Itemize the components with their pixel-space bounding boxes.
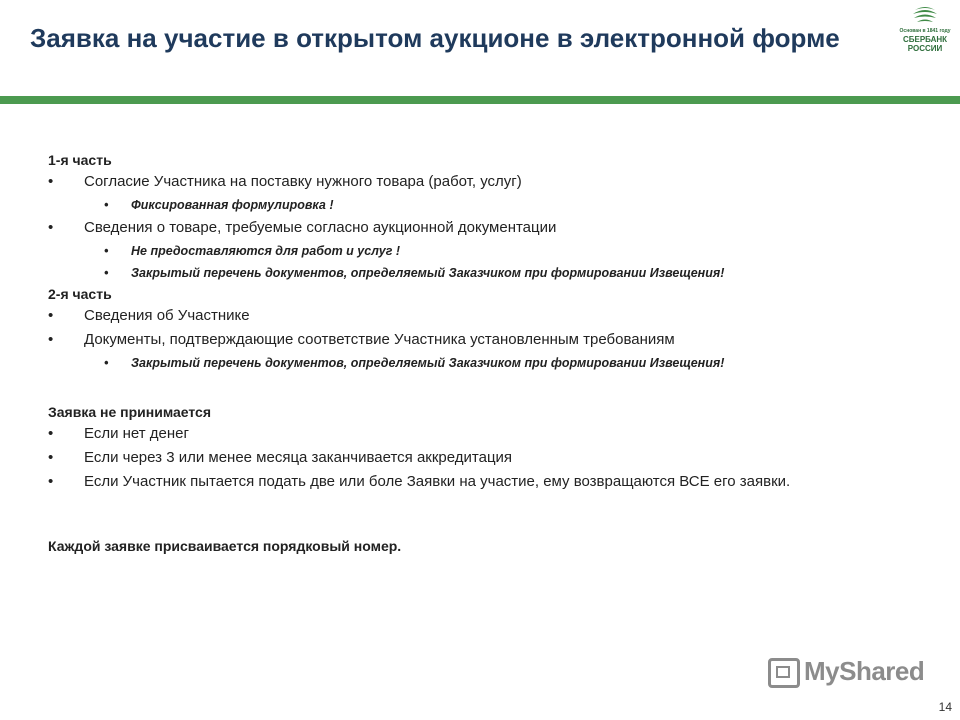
footer-note: Каждой заявке присваивается порядковый номер.	[48, 538, 402, 554]
list-item	[48, 422, 928, 446]
list-item-text: Если через 3 или менее месяца заканчивается аккредитация	[84, 449, 513, 466]
bullet-icon: •	[48, 449, 54, 466]
sub-list-item-text: Не предоставляются для работ и услуг !	[131, 244, 401, 258]
list-item	[48, 470, 928, 494]
bullet-icon: •	[48, 473, 54, 490]
list-item	[48, 328, 928, 352]
spacer	[48, 374, 928, 402]
sub-list-item	[48, 240, 928, 262]
bullet-icon: •	[104, 266, 109, 280]
bullet-icon: •	[48, 425, 54, 442]
list-item-text: Согласие Участника на поставку нужного товара (работ, услуг)	[84, 173, 522, 190]
page-number: 14	[938, 700, 952, 714]
list-item-text: Если Участник пытается подать две или боле Заявки на участие, ему возвращаются ВСЕ его заявки.	[84, 473, 791, 490]
slide-content	[48, 150, 928, 556]
sub-list-item	[48, 194, 928, 216]
list-item-text: Сведения о товаре, требуемые согласно аукционной документации	[84, 219, 557, 236]
myshared-watermark[interactable]	[768, 654, 938, 690]
bullet-icon: •	[104, 198, 109, 212]
header-accent-bar	[0, 96, 960, 104]
sberbank-emblem-icon	[909, 6, 941, 26]
list-item	[48, 304, 928, 328]
slide-title: Заявка на участие в открытом аукционе в электронной форме	[30, 23, 840, 53]
bullet-icon: •	[104, 356, 109, 370]
logo-name-line1: СБЕРБАНК	[902, 35, 948, 44]
list-item	[48, 170, 928, 194]
list-item	[48, 446, 928, 470]
monitor-screen-icon	[776, 666, 790, 678]
rejected-heading: Заявка не принимается	[48, 404, 212, 420]
monitor-icon	[768, 658, 800, 688]
bullet-icon: •	[48, 219, 54, 236]
list-item-text: Документы, подтверждающие соответствие Участника установленным требованиям	[84, 331, 675, 348]
part1-heading: 1-я часть	[48, 152, 112, 168]
sub-list-item-text: Фиксированная формулировка !	[131, 198, 334, 212]
list-item-text: Сведения об Участнике	[84, 307, 250, 324]
logo-name	[895, 35, 955, 53]
sub-list-item-text: Закрытый перечень документов, определяемый Заказчиком при формировании Извещения!	[131, 266, 725, 280]
spacer	[48, 494, 928, 536]
bullet-icon: •	[48, 307, 54, 324]
part2-heading: 2-я часть	[48, 286, 112, 302]
sberbank-logo	[893, 4, 957, 68]
logo-founded-text: Основан в 1841 году	[899, 28, 951, 34]
bullet-icon: •	[104, 244, 109, 258]
list-item-text: Если нет денег	[84, 425, 189, 442]
list-item	[48, 216, 928, 240]
logo-name-line2: РОССИИ	[907, 44, 943, 53]
sub-list-item	[48, 352, 928, 374]
sub-list-item	[48, 262, 928, 284]
bullet-icon: •	[48, 331, 54, 348]
sub-list-item-text: Закрытый перечень документов, определяемый Заказчиком при формировании Извещения!	[131, 356, 725, 370]
watermark-text: MyShared	[804, 656, 925, 686]
bullet-icon: •	[48, 173, 54, 190]
